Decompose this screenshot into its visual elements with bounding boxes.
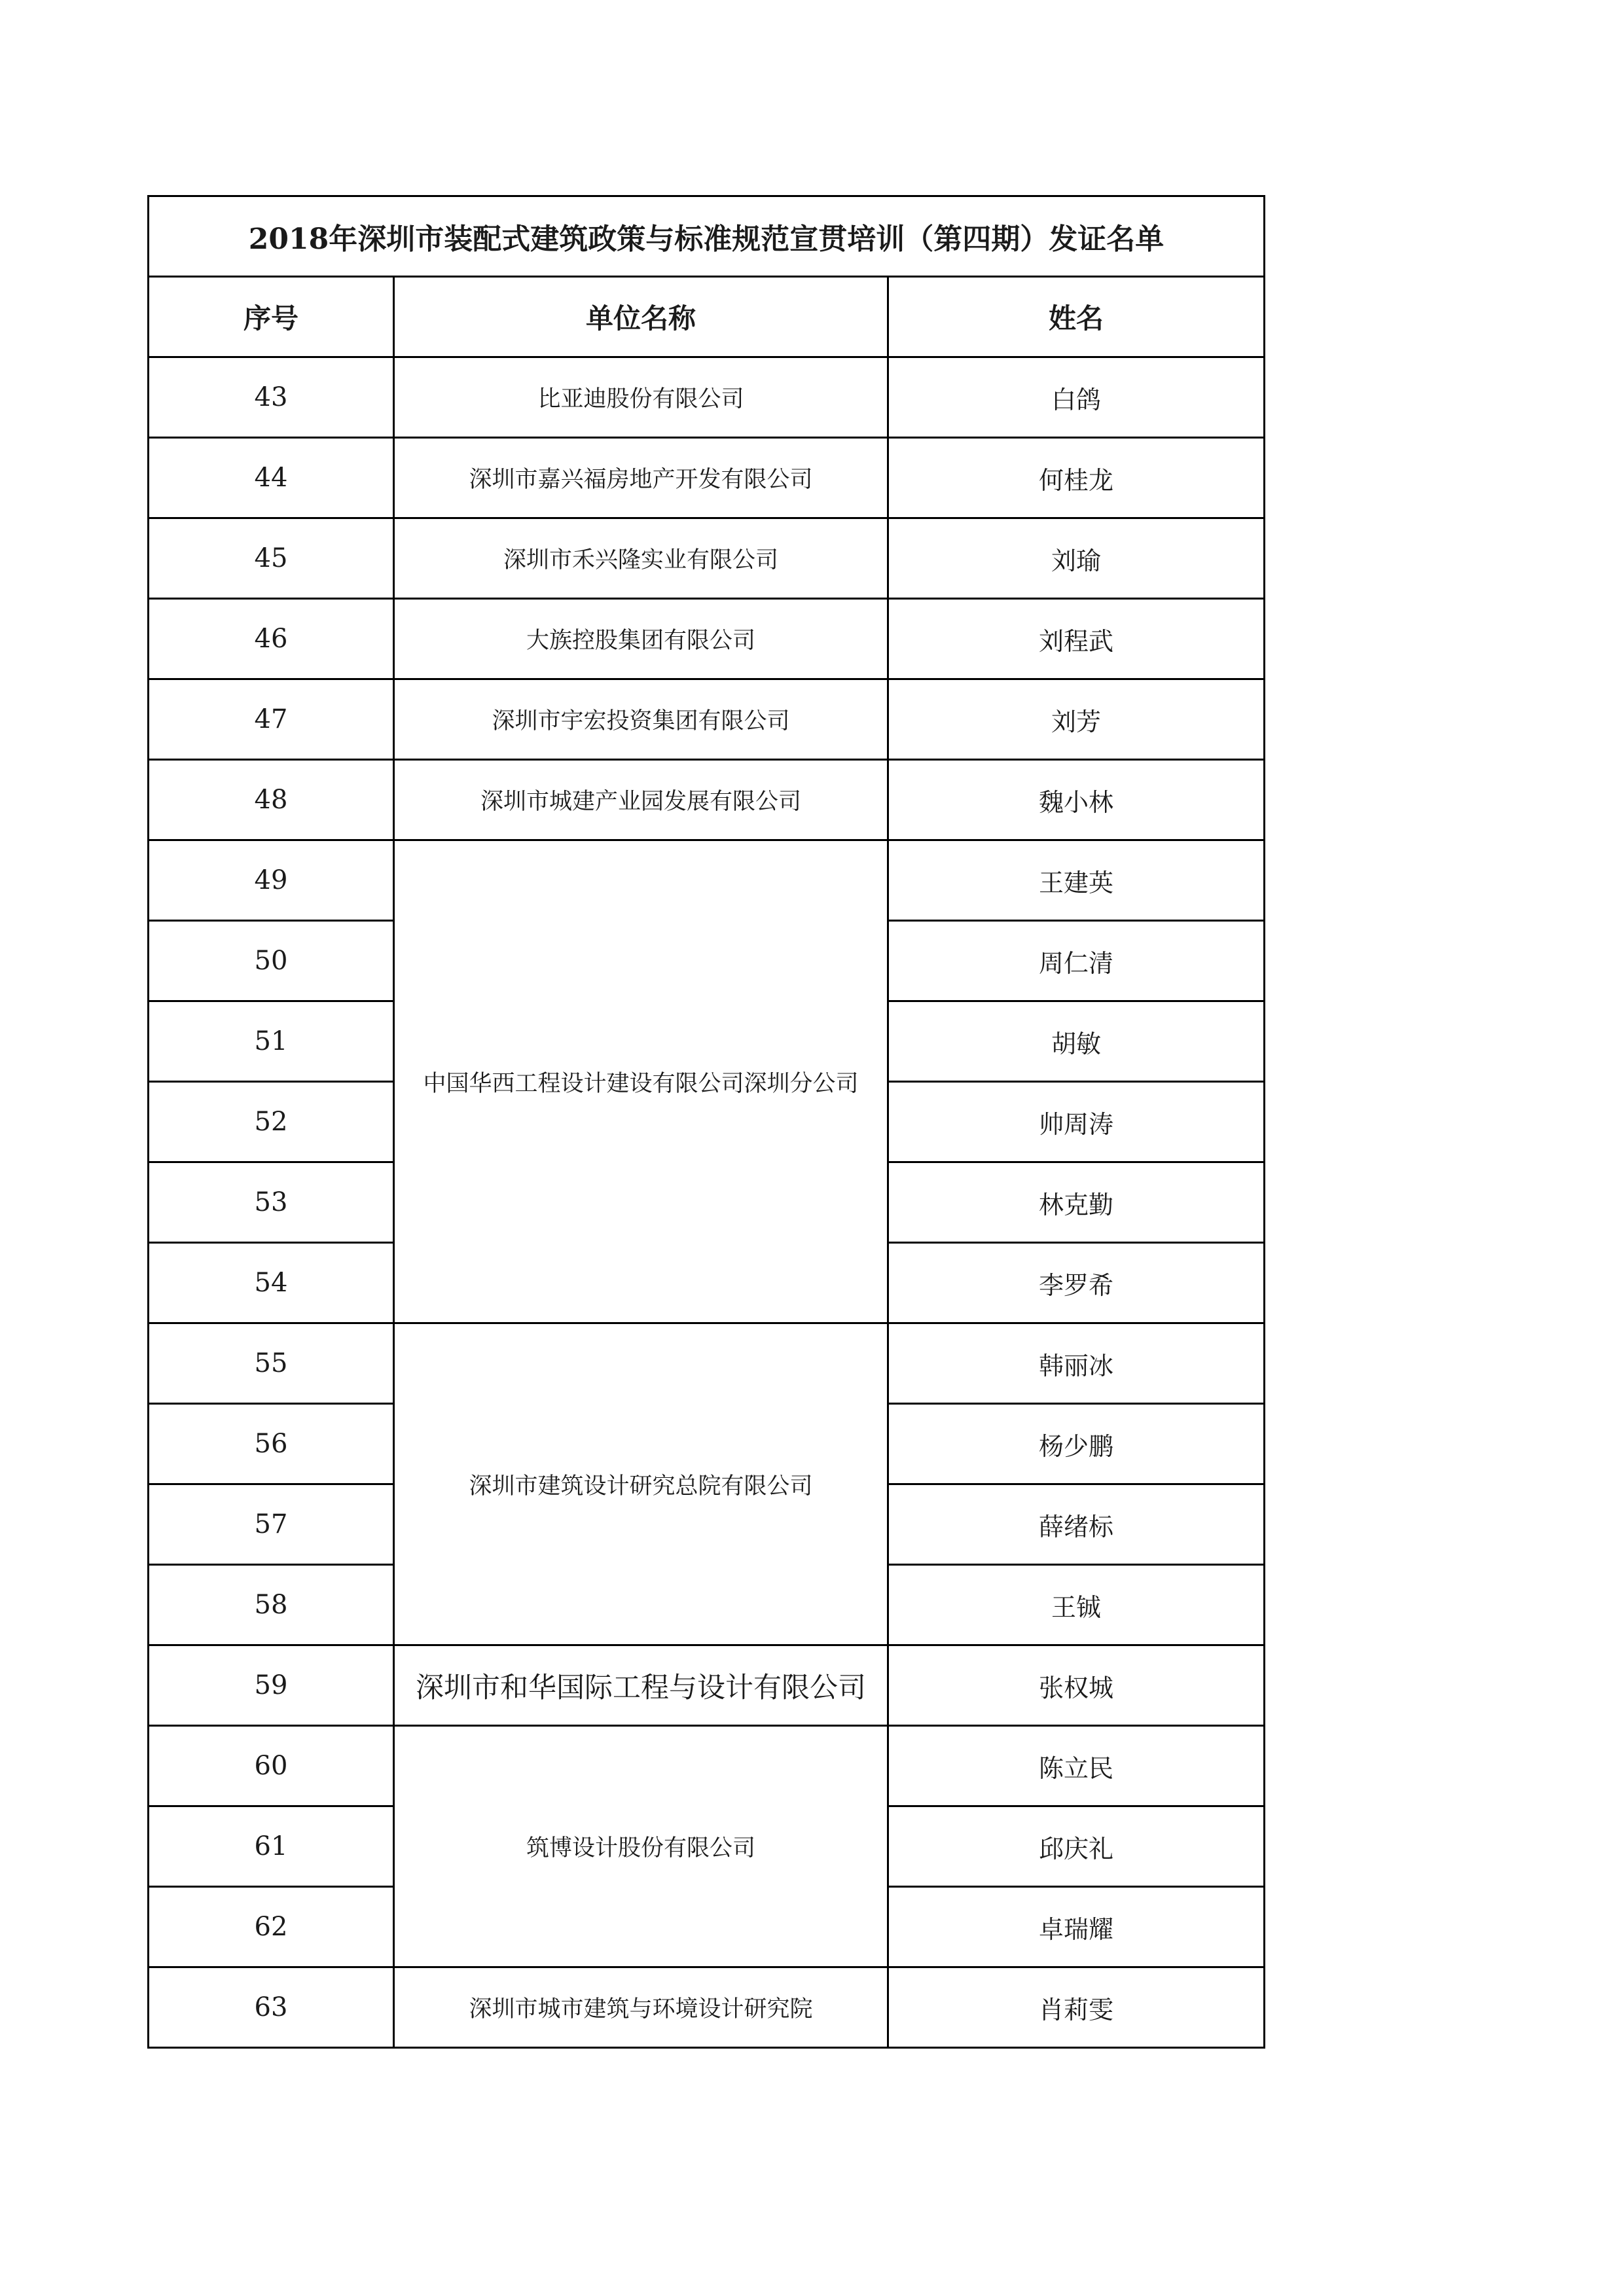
table-row: [149, 1967, 1265, 2048]
name-cell: 白鸽: [888, 357, 1265, 438]
name-cell: 肖莉雯: [888, 1967, 1265, 2048]
name-cell: 韩丽冰: [888, 1323, 1265, 1404]
name-cell: 杨少鹏: [888, 1404, 1265, 1484]
seq-cell: 59: [149, 1645, 394, 1726]
table-row: [149, 840, 1265, 921]
table-row: [149, 357, 1265, 438]
name-cell: 林克勤: [888, 1162, 1265, 1243]
name-cell: 何桂龙: [888, 438, 1265, 518]
seq-cell: 56: [149, 1404, 394, 1484]
name-cell: 陈立民: [888, 1726, 1265, 1806]
unit-cell: 深圳市禾兴隆实业有限公司: [394, 518, 888, 599]
name-cell: 王铖: [888, 1565, 1265, 1645]
unit-cell: 大族控股集团有限公司: [394, 599, 888, 679]
name-cell: 薛绪标: [888, 1484, 1265, 1565]
seq-cell: 51: [149, 1001, 394, 1082]
name-cell: 刘瑜: [888, 518, 1265, 599]
table-row: [149, 1726, 1265, 1806]
unit-cell-merged: 深圳市建筑设计研究总院有限公司: [394, 1323, 888, 1645]
table-row: [149, 518, 1265, 599]
name-cell: 张权城: [888, 1645, 1265, 1726]
seq-cell: 52: [149, 1082, 394, 1162]
seq-cell: 49: [149, 840, 394, 921]
name-cell: 卓瑞耀: [888, 1887, 1265, 1967]
name-cell: 周仁清: [888, 921, 1265, 1001]
seq-cell: 55: [149, 1323, 394, 1404]
header-row: [149, 277, 1265, 357]
seq-cell: 47: [149, 679, 394, 760]
seq-cell: 44: [149, 438, 394, 518]
seq-cell: 62: [149, 1887, 394, 1967]
column-header-name: 姓名: [888, 277, 1265, 357]
name-cell: 帅周涛: [888, 1082, 1265, 1162]
name-cell: 李罗希: [888, 1243, 1265, 1323]
table-row: [149, 1323, 1265, 1404]
unit-cell: 深圳市城市建筑与环境设计研究院: [394, 1967, 888, 2048]
unit-cell: 深圳市城建产业园发展有限公司: [394, 760, 888, 840]
table-row: [149, 679, 1265, 760]
column-header-unit: 单位名称: [394, 277, 888, 357]
seq-cell: 50: [149, 921, 394, 1001]
certificate-roster-table: [147, 195, 1265, 2049]
page-title: 2018年深圳市装配式建筑政策与标准规范宣贯培训（第四期）发证名单: [149, 196, 1265, 277]
table-row: [149, 599, 1265, 679]
name-cell: 邱庆礼: [888, 1806, 1265, 1887]
name-cell: 魏小林: [888, 760, 1265, 840]
name-cell: 胡敏: [888, 1001, 1265, 1082]
unit-cell-merged: 筑博设计股份有限公司: [394, 1726, 888, 1967]
name-cell: 王建英: [888, 840, 1265, 921]
title-row: [149, 196, 1265, 277]
seq-cell: 61: [149, 1806, 394, 1887]
unit-cell: 深圳市嘉兴福房地产开发有限公司: [394, 438, 888, 518]
seq-cell: 45: [149, 518, 394, 599]
unit-cell: 比亚迪股份有限公司: [394, 357, 888, 438]
seq-cell: 43: [149, 357, 394, 438]
table-row: [149, 438, 1265, 518]
column-header-seq: 序号: [149, 277, 394, 357]
seq-cell: 58: [149, 1565, 394, 1645]
table-row: [149, 1645, 1265, 1726]
unit-cell: 深圳市宇宏投资集团有限公司: [394, 679, 888, 760]
unit-cell-merged: 中国华西工程设计建设有限公司深圳分公司: [394, 840, 888, 1323]
unit-cell: 深圳市和华国际工程与设计有限公司: [394, 1645, 888, 1726]
seq-cell: 57: [149, 1484, 394, 1565]
seq-cell: 46: [149, 599, 394, 679]
name-cell: 刘芳: [888, 679, 1265, 760]
name-cell: 刘程武: [888, 599, 1265, 679]
seq-cell: 63: [149, 1967, 394, 2048]
seq-cell: 54: [149, 1243, 394, 1323]
seq-cell: 53: [149, 1162, 394, 1243]
seq-cell: 60: [149, 1726, 394, 1806]
seq-cell: 48: [149, 760, 394, 840]
table-row: [149, 760, 1265, 840]
